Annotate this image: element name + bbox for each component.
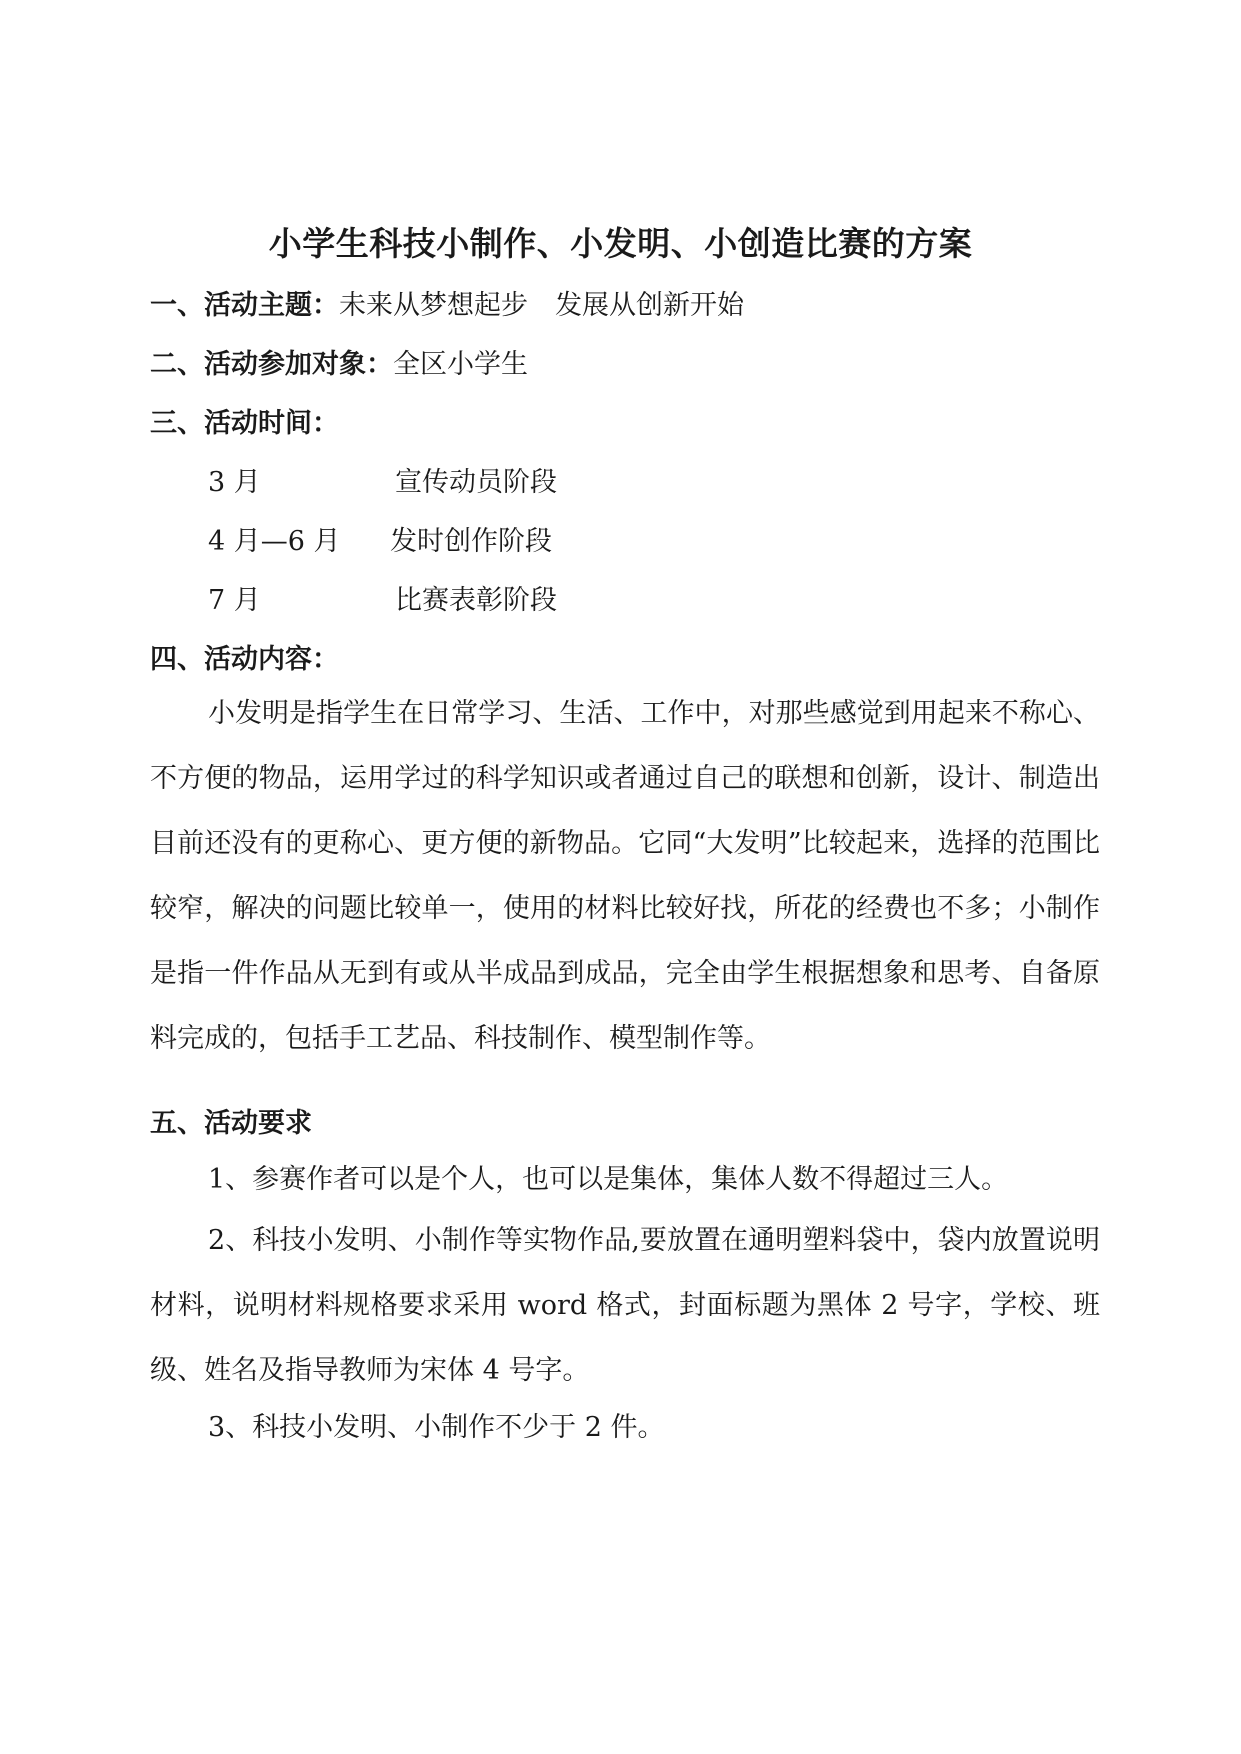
section-requirements [150, 1104, 312, 1144]
requirement-item: 3、科技小发明、小制作不少于 2 件。 [208, 1412, 665, 1443]
section-time [150, 404, 339, 444]
schedule-phase: 发时创作阶段 [390, 526, 552, 557]
schedule-time: 7 月 [208, 585, 261, 616]
schedule-time: 4 月—6 月 [208, 526, 341, 557]
section-heading: 四、活动内容： [150, 644, 339, 675]
section-content [150, 640, 339, 680]
section-heading: 二、活动参加对象： [150, 349, 393, 380]
section-heading: 五、活动要求 [150, 1108, 312, 1139]
section-text: 全区小学生 [393, 349, 528, 380]
section-heading: 一、活动主题： [150, 290, 339, 321]
section-participants [150, 345, 528, 385]
schedule-phase: 比赛表彰阶段 [395, 585, 557, 616]
section-theme [150, 286, 744, 326]
document-title: 小学生科技小制作、小发明、小创造比赛的方案 [268, 224, 973, 263]
schedule-time: 3 月 [208, 467, 261, 498]
section-heading: 三、活动时间： [150, 408, 339, 439]
section-text: 未来从梦想起步 发展从创新开始 [339, 290, 744, 321]
requirement-item: 2、科技小发明、小制作等实物作品,要放置在通明塑料袋中，袋内放置说明材料，说明材料规格要求采用 word 格式，封面标题为黑体 2 号字，学校、班级、姓名及指导教师为宋体 4 号字。 [150, 1225, 1100, 1386]
requirement-item: 1、参赛作者可以是个人，也可以是集体，集体人数不得超过三人。 [208, 1164, 1009, 1195]
schedule-phase: 宣传动员阶段 [395, 467, 557, 498]
content-paragraph: 小发明是指学生在日常学习、生活、工作中，对那些感觉到用起来不称心、不方便的物品，运用学过的科学知识或者通过自己的联想和创新，设计、制造出目前还没有的更称心、更方便的新物品。它同“大发明”比较起来，选择的范围比较窄，解决的问题比较单一，使用的材料比较好找，所花的经费也不多；小制作是指一件作品从无到有或从半成品到成品，完全由学生根据想象和思考、自备原料完成的，包括手工艺品、科技制作、模型制作等。 [150, 698, 1100, 1054]
